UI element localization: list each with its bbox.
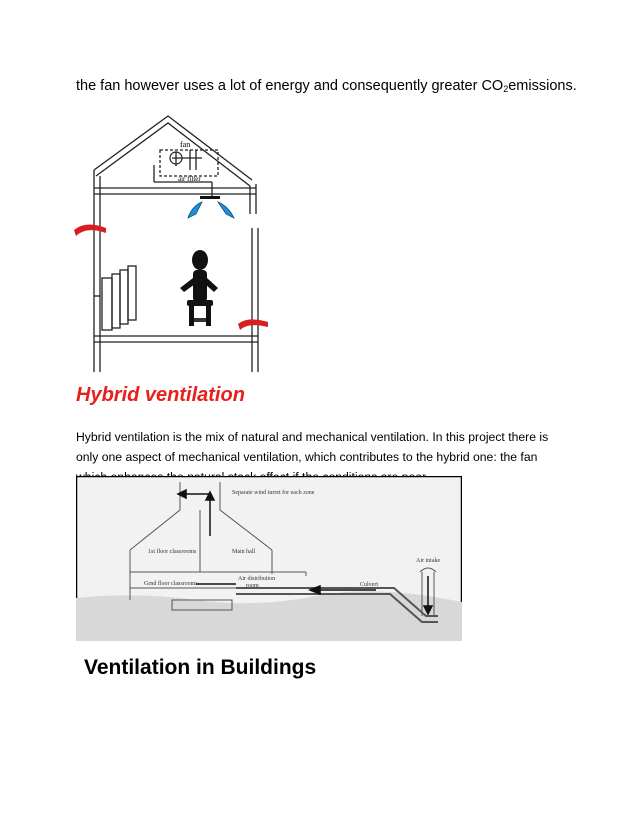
fan-label: fan xyxy=(180,140,191,149)
intro-text-after: emissions. xyxy=(508,78,577,94)
wind-turret-label: Separate wind turret for each zone xyxy=(232,490,315,496)
culvert-label: Culvert xyxy=(360,582,378,588)
exhaust-arrow-floor-icon xyxy=(238,319,268,330)
air-intake-label: Air intake xyxy=(416,558,441,564)
ventilation-in-buildings-heading: Ventilation in Buildings xyxy=(84,656,317,679)
school-ventilation-diagram xyxy=(76,476,462,641)
person-icon xyxy=(180,250,218,326)
main-hall-label: Main hall xyxy=(232,549,256,555)
hybrid-ventilation-heading: Hybrid ventilation xyxy=(76,384,245,406)
first-floor-label: 1st floor classrooms xyxy=(148,549,197,555)
house-ventilation-figure xyxy=(72,110,312,372)
supply-air-arrow-right-icon xyxy=(218,202,234,218)
co2-subscript: 2 xyxy=(503,84,509,94)
intro-text xyxy=(76,78,577,94)
air-distribution-label: Air distribution xyxy=(238,576,276,582)
supply-air-arrow-left-icon xyxy=(188,202,202,218)
ground-floor-label: Grnd floor classrooms xyxy=(144,581,198,587)
air-distribution-room-label: room xyxy=(246,583,259,589)
intro-text-before: the fan however uses a lot of energy and consequently greater CO xyxy=(76,78,504,94)
air-filter-label: air filter xyxy=(178,175,201,183)
exhaust-arrow-window-icon xyxy=(74,224,106,236)
hybrid-paragraph: Hybrid ventilation is the mix of natural and mechanical ventilation. In this project there is only one aspect of mechanical ventilation, which contributes to the hybrid one: the fan xyxy=(76,430,549,464)
